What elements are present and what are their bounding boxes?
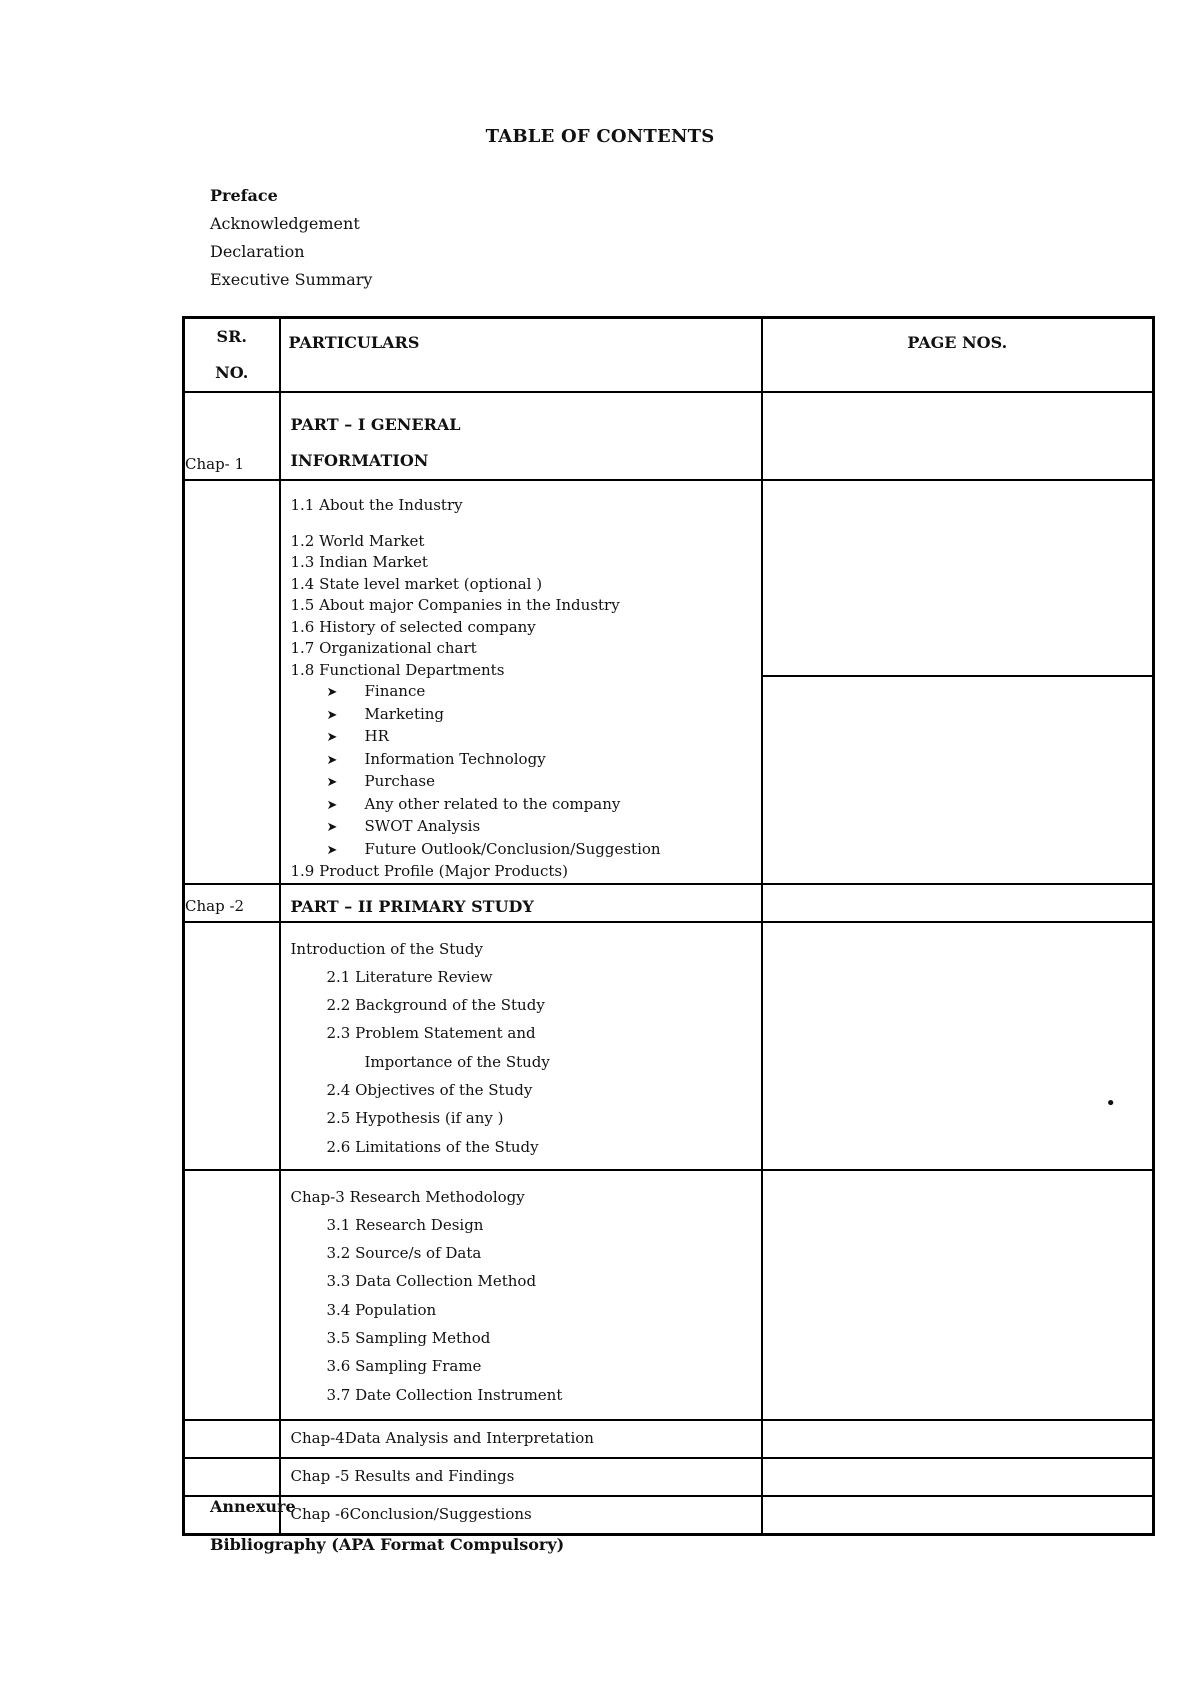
list-item: Importance of the Study — [364, 1052, 550, 1071]
list-item: 3.6 Sampling Frame — [326, 1357, 482, 1376]
list-item: 1.5 About major Companies in the Industry — [290, 596, 620, 614]
bullet-text: Purchase — [364, 772, 436, 790]
front-matter-list — [210, 182, 372, 294]
page-cell — [762, 922, 1154, 1170]
arrow-bullet-icon: ➤ — [326, 730, 338, 745]
particulars-cell — [280, 392, 762, 480]
front-matter-item: Preface — [210, 186, 278, 205]
table-row — [184, 392, 1154, 480]
page-cell — [762, 884, 1154, 922]
part-title: PART – II PRIMARY STUDY — [290, 896, 534, 916]
list-item: 3.7 Date Collection Instrument — [326, 1385, 563, 1404]
bullet-text: SWOT Analysis — [364, 817, 481, 835]
table-row — [184, 1420, 1154, 1458]
chapter-label: Chap -2 — [185, 896, 245, 915]
bullet-item — [291, 839, 761, 862]
bibliography-label: Bibliography (APA Format Compulsory) — [210, 1535, 565, 1554]
list-item: 2.3 Problem Statement and — [326, 1024, 536, 1043]
bullet-text: Future Outlook/Conclusion/Suggestion — [364, 839, 661, 858]
page-cell — [762, 1496, 1154, 1535]
list-item: 3.5 Sampling Method — [326, 1328, 491, 1347]
list-item: Chap-4Data Analysis and Interpretation — [290, 1428, 594, 1447]
particulars-cell — [280, 1420, 762, 1458]
arrow-bullet-icon: ➤ — [326, 820, 338, 835]
document-title: TABLE OF CONTENTS — [485, 126, 715, 147]
list-item: 1.9 Product Profile (Major Products) — [290, 862, 568, 880]
sr-cell — [184, 1420, 280, 1458]
table-row — [184, 1458, 1154, 1496]
list-item: 1.3 Indian Market — [290, 553, 428, 571]
particulars-cell — [280, 480, 762, 884]
annexure-label: Annexure — [210, 1497, 296, 1516]
arrow-bullet-icon: ➤ — [326, 797, 338, 813]
particulars-cell — [280, 1170, 762, 1420]
list-item: 2.5 Hypothesis (if any ) — [326, 1109, 504, 1128]
arrow-bullet-icon: ➤ — [326, 752, 338, 768]
page-cell — [762, 1458, 1154, 1496]
list-item: 3.1 Research Design — [326, 1215, 484, 1234]
page-cell — [762, 1420, 1154, 1458]
sr-no-header — [184, 318, 280, 393]
page-nos-header — [762, 318, 1154, 393]
bullet-item — [291, 794, 761, 817]
bullet-text: Information Technology — [364, 749, 546, 768]
arrow-bullet-icon: ➤ — [326, 842, 338, 858]
list-item: 1.4 State level market (optional ) — [290, 574, 543, 593]
page-nos-header-text: PAGE NOS. — [907, 333, 1008, 352]
particulars-cell — [280, 884, 762, 922]
bullet-item — [291, 681, 761, 704]
particulars-cell — [280, 1496, 762, 1535]
bullet-item — [291, 749, 761, 772]
front-matter-item: Executive Summary — [210, 270, 373, 289]
table-row — [184, 1170, 1154, 1420]
list-item: 3.4 Population — [326, 1300, 437, 1319]
sr-cell — [184, 884, 280, 922]
bullet-text: Finance — [364, 682, 426, 700]
front-matter-item: Acknowledgement — [210, 214, 360, 233]
bullet-item — [291, 816, 761, 839]
part-title: INFORMATION — [290, 451, 429, 470]
list-item: 3.3 Data Collection Method — [326, 1272, 537, 1291]
table-row — [184, 1496, 1154, 1535]
list-item: Chap -6Conclusion/Suggestions — [290, 1504, 532, 1523]
sr-cell — [184, 1170, 280, 1420]
sr-header-line1: SR. — [216, 327, 247, 346]
sr-header-line2: NO. — [215, 363, 249, 382]
list-item: 1.8 Functional Departments — [290, 660, 505, 679]
sr-cell — [184, 392, 280, 480]
list-item: 1.7 Organizational chart — [290, 639, 477, 657]
page-cell — [762, 392, 1154, 480]
stray-dot: • — [1105, 1092, 1116, 1114]
bullet-text: HR — [364, 727, 389, 745]
front-matter-item: Declaration — [210, 242, 305, 261]
arrow-bullet-icon: ➤ — [326, 775, 338, 790]
sr-cell — [184, 1458, 280, 1496]
bullet-item — [291, 771, 761, 794]
list-item: 2.2 Background of the Study — [326, 996, 545, 1015]
page-cell — [762, 480, 1154, 884]
chapter-label: Chap- 1 — [185, 455, 245, 473]
list-item: 1.1 About the Industry — [290, 496, 463, 514]
cell-divider — [763, 675, 1153, 677]
bullet-text: Marketing — [364, 704, 445, 723]
list-item: 2.6 Limitations of the Study — [326, 1137, 539, 1156]
table-row — [184, 922, 1154, 1170]
list-item: Chap-3 Research Methodology — [290, 1187, 525, 1206]
list-item: 1.2 World Market — [290, 531, 425, 550]
sr-cell — [184, 480, 280, 884]
particulars-cell — [280, 1458, 762, 1496]
list-item: Chap -5 Results and Findings — [290, 1466, 515, 1485]
page-cell — [762, 1170, 1154, 1420]
bullet-item — [291, 704, 761, 727]
contents-table — [182, 316, 1155, 1536]
sr-cell — [184, 922, 280, 1170]
particulars-cell — [280, 922, 762, 1170]
table-row — [184, 480, 1154, 884]
part-title: PART – I GENERAL — [290, 415, 461, 434]
arrow-bullet-icon: ➤ — [326, 685, 338, 700]
table-row — [184, 884, 1154, 922]
bullet-item — [291, 726, 761, 749]
table-header-row — [184, 318, 1154, 393]
list-item: 2.4 Objectives of the Study — [326, 1080, 533, 1099]
bullet-text: Any other related to the company — [364, 794, 621, 813]
list-item: 3.2 Source/s of Data — [326, 1244, 482, 1263]
list-item: 2.1 Literature Review — [326, 967, 493, 986]
list-item: 1.6 History of selected company — [290, 617, 536, 636]
particulars-header — [280, 318, 762, 393]
list-item: Introduction of the Study — [290, 939, 483, 958]
particulars-header-text: PARTICULARS — [288, 333, 420, 352]
arrow-bullet-icon: ➤ — [326, 707, 338, 723]
